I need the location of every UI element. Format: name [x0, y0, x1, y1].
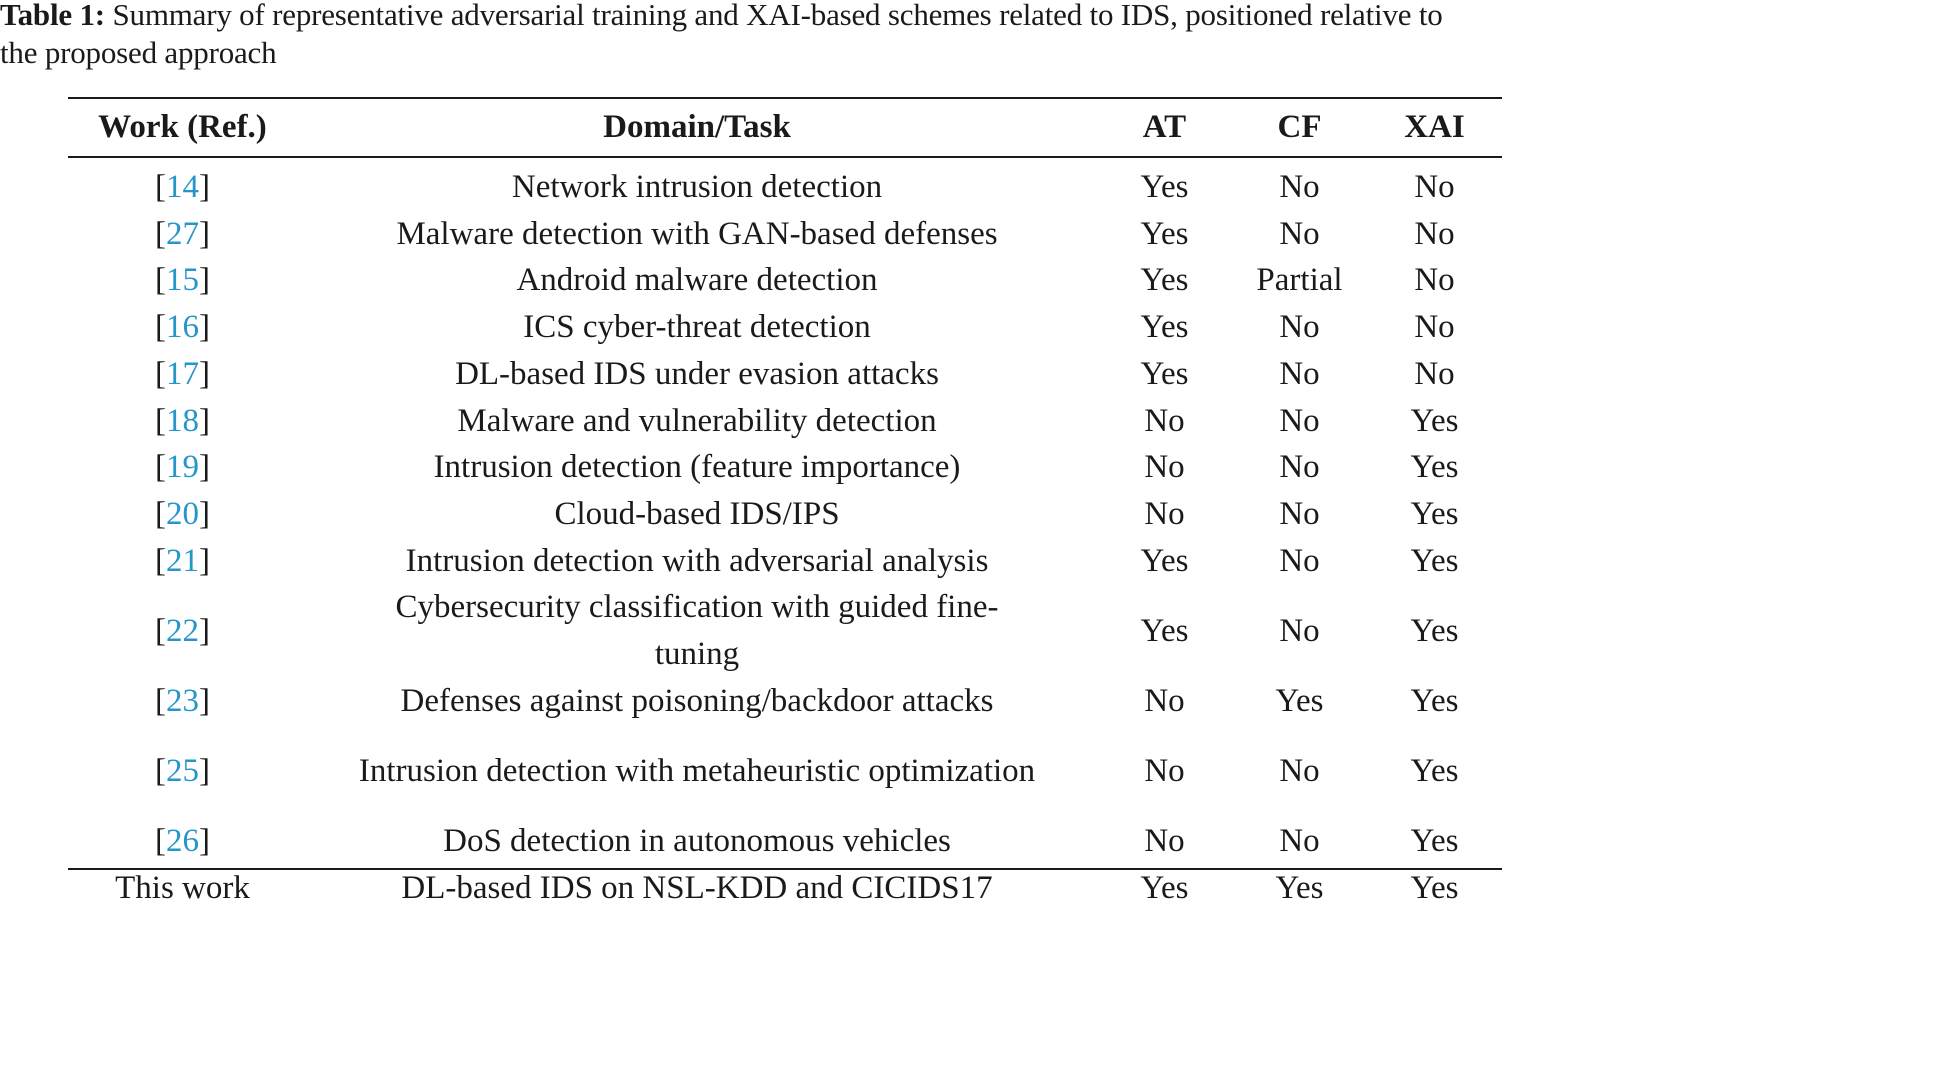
cell-at: Yes: [1140, 169, 1189, 205]
cell-cf: No: [1279, 309, 1320, 346]
cell-cf: No: [1279, 402, 1320, 439]
cell-domain-task: ICS cyber-threat detection: [523, 309, 871, 346]
cell-xai: No: [1414, 262, 1455, 299]
cell-work-ref: [18]: [155, 402, 210, 439]
cell-xai: Yes: [1410, 869, 1459, 906]
cell-domain-task: Defenses against poisoning/backdoor attacks: [400, 682, 994, 719]
cell-work-ref: [22]: [155, 612, 210, 649]
cell-cf: Partial: [1256, 262, 1343, 299]
table-header-row: [68, 99, 1502, 156]
reference-link[interactable]: 27: [166, 215, 199, 252]
header-xai: XAI: [1404, 109, 1465, 145]
reference-link[interactable]: 17: [166, 355, 199, 392]
header-work: Work (Ref.): [98, 109, 267, 145]
table-row: [68, 584, 1502, 677]
cell-xai: Yes: [1410, 402, 1459, 439]
reference-link[interactable]: 23: [166, 682, 199, 719]
reference-link[interactable]: 25: [166, 752, 199, 789]
reference-link[interactable]: 20: [166, 495, 199, 532]
table-caption: [0, 0, 1568, 72]
table-row: [68, 257, 1502, 304]
caption-line-1: [0, 0, 1568, 34]
table-row: [68, 351, 1502, 398]
cell-cf: No: [1279, 449, 1320, 486]
cell-work-ref: [25]: [155, 752, 210, 789]
cell-work: This work: [115, 869, 250, 906]
caption-label: Table 1:: [0, 0, 105, 32]
cell-cf: No: [1279, 215, 1320, 252]
reference-link[interactable]: 26: [166, 822, 199, 859]
reference-link[interactable]: 16: [166, 309, 199, 346]
cell-domain-task: Cloud-based IDS/IPS: [554, 495, 840, 532]
table-row: [68, 156, 1502, 211]
cell-cf: No: [1279, 355, 1320, 392]
table-row: [68, 818, 1502, 865]
cell-xai: No: [1414, 169, 1455, 205]
cell-domain-task: Intrusion detection with metaheuristic optimization: [358, 752, 1036, 789]
cell-at: Yes: [1140, 612, 1189, 649]
cell-cf: Yes: [1275, 682, 1324, 719]
cell-at: Yes: [1140, 869, 1189, 906]
cell-work-ref: [21]: [155, 542, 210, 579]
cell-at: Yes: [1140, 309, 1189, 346]
cell-domain-task: Network intrusion detection: [511, 169, 883, 205]
cell-at: Yes: [1140, 542, 1189, 579]
cell-work-ref: [23]: [155, 682, 210, 719]
cell-at: No: [1144, 495, 1185, 532]
cell-cf: No: [1279, 612, 1320, 649]
cell-work-ref: [16]: [155, 309, 210, 346]
cell-xai: Yes: [1410, 449, 1459, 486]
reference-link[interactable]: 19: [166, 449, 199, 486]
cell-cf: No: [1279, 822, 1320, 859]
table-row: [68, 678, 1502, 725]
table-row: [68, 304, 1502, 351]
cell-domain-task: Malware detection with GAN-based defenses: [396, 215, 998, 252]
cell-at: No: [1144, 402, 1185, 439]
table-row: [68, 491, 1502, 538]
cell-xai: No: [1414, 309, 1455, 346]
table-row: [68, 211, 1502, 258]
header-at: AT: [1142, 109, 1187, 145]
table-row: [68, 538, 1502, 585]
reference-link[interactable]: 21: [166, 542, 199, 579]
cell-xai: Yes: [1410, 752, 1459, 789]
cell-work-ref: [15]: [155, 262, 210, 299]
header-domain: Domain/Task: [603, 109, 791, 145]
cell-domain-task: Intrusion detection with adversarial analysis: [405, 542, 989, 579]
cell-domain-task: DoS detection in autonomous vehicles: [443, 822, 951, 859]
cell-work-ref: [17]: [155, 355, 210, 392]
table-body: [68, 156, 1502, 911]
summary-table: [68, 99, 1502, 911]
cell-cf: No: [1279, 495, 1320, 532]
cell-domain-task: Malware and vulnerability detection: [457, 402, 937, 439]
cell-domain-task: Cybersecurity classification with guided fine-tuning: [395, 589, 999, 673]
header-cf: CF: [1277, 109, 1322, 145]
table-row: [68, 398, 1502, 445]
cell-cf: No: [1279, 542, 1320, 579]
cell-xai: Yes: [1410, 495, 1459, 532]
reference-link[interactable]: 18: [166, 402, 199, 439]
cell-at: No: [1144, 682, 1185, 719]
cell-domain-task: DL-based IDS under evasion attacks: [455, 355, 939, 392]
cell-work-ref: [27]: [155, 215, 210, 252]
cell-work-ref: [14]: [155, 169, 210, 205]
cell-work-ref: [19]: [155, 449, 210, 486]
cell-at: Yes: [1140, 215, 1189, 252]
cell-xai: Yes: [1410, 682, 1459, 719]
cell-work-ref: [20]: [155, 495, 210, 532]
caption-text-1: Summary of representative adversarial training and XAI-based schemes related to IDS, positioned relative to: [104, 0, 1443, 32]
reference-link[interactable]: 15: [166, 262, 199, 299]
table-row-this-work: [68, 865, 1502, 912]
cell-at: No: [1144, 449, 1185, 486]
cell-domain: DL-based IDS on NSL-KDD and CICIDS17: [401, 869, 993, 906]
cell-at: No: [1144, 822, 1185, 859]
cell-at: No: [1144, 752, 1185, 789]
cell-cf: No: [1279, 752, 1320, 789]
cell-xai: No: [1414, 215, 1455, 252]
cell-xai: Yes: [1410, 612, 1459, 649]
reference-link[interactable]: 14: [166, 169, 199, 205]
table-row: [68, 444, 1502, 491]
cell-domain-task: Intrusion detection (feature importance): [433, 449, 961, 486]
cell-at: Yes: [1140, 262, 1189, 299]
cell-at: Yes: [1140, 355, 1189, 392]
caption-text-2: the proposed approach: [0, 35, 277, 70]
cell-xai: No: [1414, 355, 1455, 392]
cell-xai: Yes: [1410, 542, 1459, 579]
cell-work-ref: [26]: [155, 822, 210, 859]
cell-cf: Yes: [1275, 869, 1324, 906]
reference-link[interactable]: 22: [166, 612, 199, 649]
cell-xai: Yes: [1410, 822, 1459, 859]
cell-domain-task: Android malware detection: [516, 262, 878, 299]
table-row: [68, 724, 1502, 817]
cell-cf: No: [1279, 169, 1320, 205]
